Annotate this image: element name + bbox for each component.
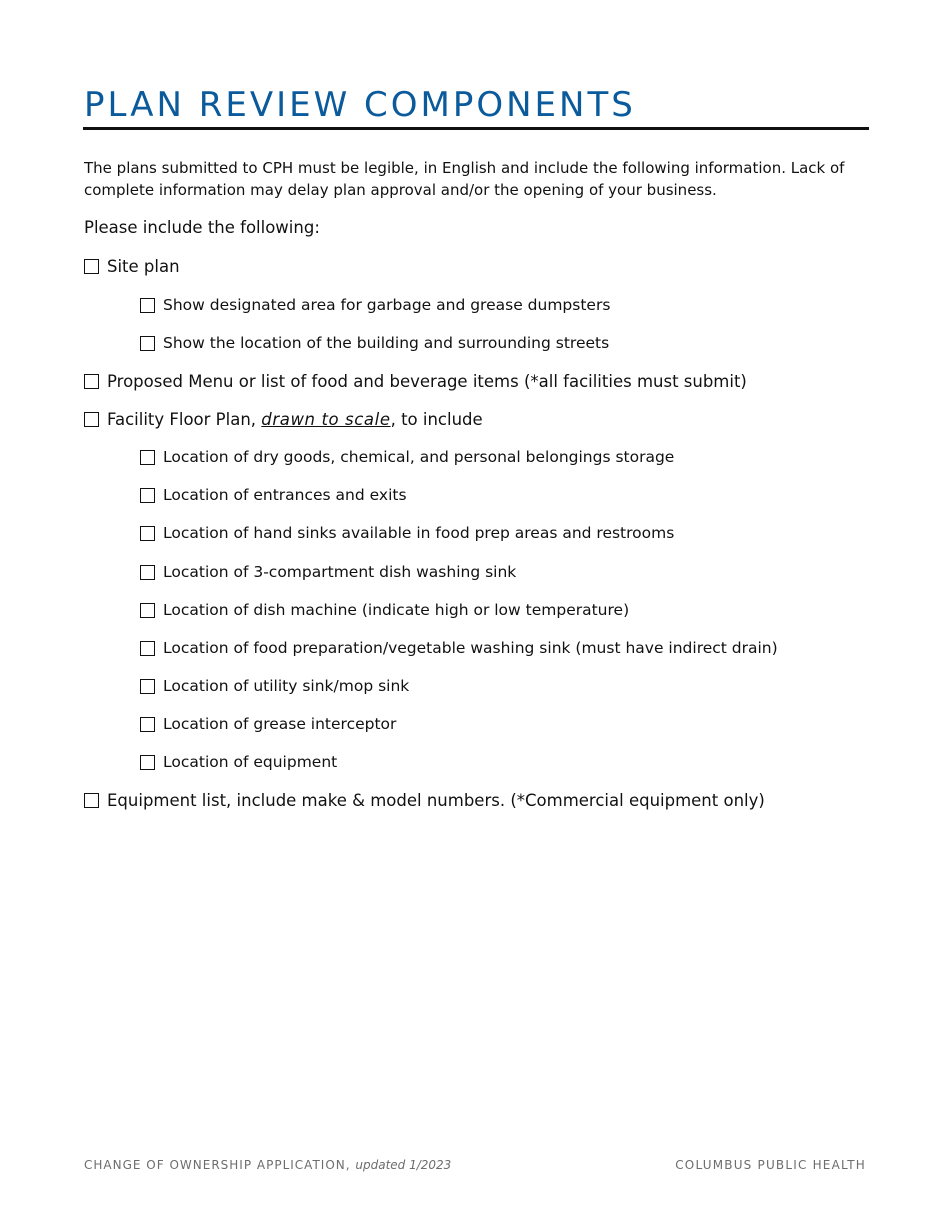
subitem-label: Show the location of the building and surrounding streets — [163, 334, 610, 352]
checklist-item-floor-plan — [84, 407, 483, 431]
dish-machine-checkbox[interactable] — [140, 603, 155, 618]
title-divider — [83, 127, 869, 130]
subitem-label: Show designated area for garbage and grease dumpsters — [163, 296, 611, 314]
equipment-location-checkbox[interactable] — [140, 755, 155, 770]
checklist-subitem — [140, 674, 409, 698]
include-label: Please include the following: — [84, 218, 320, 237]
subitem-label: Location of food preparation/vegetable washing sink (must have indirect drain) — [163, 639, 778, 657]
footer-form-title: CHANGE OF OWNERSHIP APPLICATION, — [84, 1158, 351, 1172]
menu-checkbox[interactable] — [84, 374, 99, 389]
footer-updated-date: updated 1/2023 — [355, 1158, 452, 1172]
equipment-list-label: Equipment list, include make & model numbers. (*Commercial equipment only) — [107, 790, 765, 810]
floor-plan-checkbox[interactable] — [84, 412, 99, 427]
prep-sink-checkbox[interactable] — [140, 641, 155, 656]
footer-form-name — [84, 1156, 451, 1174]
storage-location-checkbox[interactable] — [140, 450, 155, 465]
checklist-subitem — [140, 331, 609, 355]
checklist-subitem — [140, 750, 337, 774]
equipment-list-checkbox[interactable] — [84, 793, 99, 808]
subitem-label: Location of grease interceptor — [163, 715, 397, 733]
grease-interceptor-checkbox[interactable] — [140, 717, 155, 732]
drawn-to-scale-emphasis: drawn to scale — [261, 409, 391, 429]
checklist-subitem — [140, 598, 629, 622]
checklist-subitem — [140, 712, 396, 736]
subitem-label: Location of dish machine (indicate high or low temperature) — [163, 601, 630, 619]
subitem-label: Location of equipment — [163, 753, 338, 771]
entrances-exits-checkbox[interactable] — [140, 488, 155, 503]
checklist-item-site-plan — [84, 254, 180, 278]
checklist-item-equipment-list — [84, 788, 765, 812]
building-location-checkbox[interactable] — [140, 336, 155, 351]
checklist-subitem — [140, 521, 674, 545]
floor-plan-label — [107, 410, 483, 429]
subitem-label: Location of utility sink/mop sink — [163, 677, 410, 695]
menu-label: Proposed Menu or list of food and beverage items (*all facilities must submit) — [107, 371, 747, 391]
subitem-label: Location of 3-compartment dish washing sink — [163, 563, 517, 581]
dumpster-area-checkbox[interactable] — [140, 298, 155, 313]
subitem-label: Location of entrances and exits — [163, 486, 407, 504]
subitem-label: Location of dry goods, chemical, and personal belongings storage — [163, 448, 675, 466]
site-plan-checkbox[interactable] — [84, 259, 99, 274]
page-title: PLAN REVIEW COMPONENTS — [84, 85, 636, 125]
floor-plan-label-suffix: , to include — [390, 409, 483, 429]
checklist-item-menu — [84, 369, 747, 393]
checklist-subitem — [140, 293, 610, 317]
utility-sink-checkbox[interactable] — [140, 679, 155, 694]
footer-organization: COLUMBUS PUBLIC HEALTH — [675, 1158, 866, 1172]
hand-sinks-checkbox[interactable] — [140, 526, 155, 541]
checklist-subitem — [140, 483, 407, 507]
checklist-subitem — [140, 560, 516, 584]
subitem-label: Location of hand sinks available in food prep areas and restrooms — [163, 524, 675, 542]
floor-plan-label-prefix: Facility Floor Plan, — [107, 409, 262, 429]
three-compartment-sink-checkbox[interactable] — [140, 565, 155, 580]
intro-paragraph: The plans submitted to CPH must be legible, in English and include the following information. Lack of complete information may delay plan approval and/or the opening of your business. — [84, 159, 845, 199]
checklist-subitem — [140, 445, 674, 469]
site-plan-label: Site plan — [107, 256, 180, 276]
checklist-subitem — [140, 636, 778, 660]
